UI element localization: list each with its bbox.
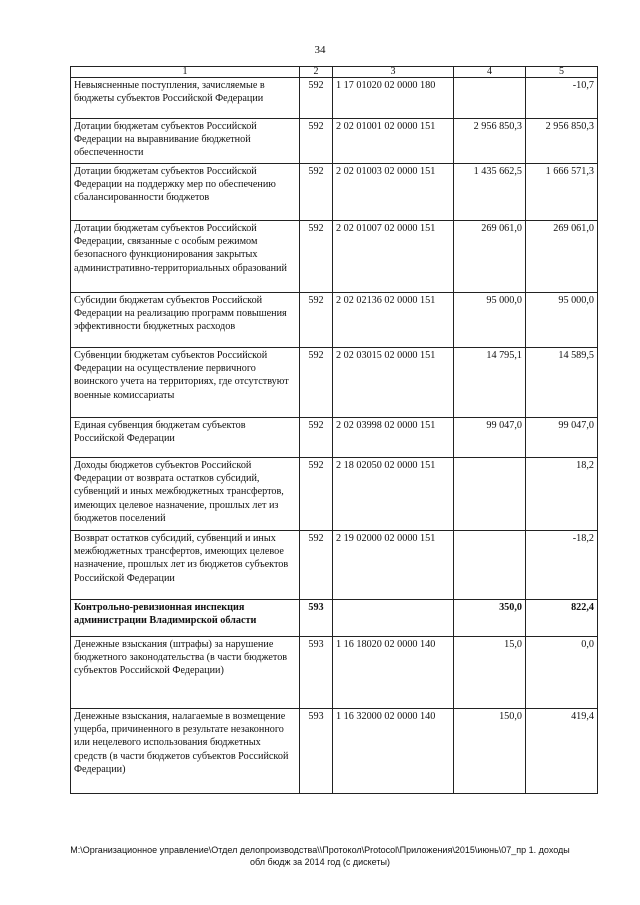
admin-code-cell: 592 [300,293,333,348]
revenue-name-cell: Дотации бюджетам субъектов Российской Федерации на выравнивание бюджетной обеспеченности [71,119,300,164]
column-header: 5 [526,67,598,78]
table-row [71,348,598,418]
admin-code-cell: 592 [300,531,333,600]
budget-code-cell: 2 19 02000 02 0000 151 [333,531,454,600]
actual-amount-cell: 822,4 [526,600,598,637]
admin-code-cell: 592 [300,221,333,293]
actual-amount-cell: 2 956 850,3 [526,119,598,164]
planned-amount-cell [454,458,526,531]
revenue-name-cell: Невыясненные поступления, зачисляемые в бюджеты субъектов Российской Федерации [71,78,300,119]
revenue-name-cell: Единая субвенция бюджетам субъектов Российской Федерации [71,418,300,458]
admin-code-cell: 592 [300,119,333,164]
column-header: 1 [71,67,300,78]
planned-amount-cell: 2 956 850,3 [454,119,526,164]
actual-amount-cell: 419,4 [526,709,598,794]
admin-code-cell: 592 [300,78,333,119]
budget-code-cell: 1 17 01020 02 0000 180 [333,78,454,119]
planned-amount-cell [454,531,526,600]
column-header: 3 [333,67,454,78]
actual-amount-cell: 0,0 [526,637,598,709]
admin-code-cell: 593 [300,709,333,794]
actual-amount-cell: 14 589,5 [526,348,598,418]
planned-amount-cell [454,78,526,119]
page-number: 34 [314,44,326,56]
budget-code-cell [333,600,454,637]
table-header-row [71,67,598,78]
actual-amount-cell: 18,2 [526,458,598,531]
actual-amount-cell: 269 061,0 [526,221,598,293]
revenue-name-cell: Возврат остатков субсидий, субвенций и иных межбюджетных трансфертов, имеющих целевое назначение, прошлых лет из бюджетов субъектов Российской Федерации [71,531,300,600]
actual-amount-cell: -10,7 [526,78,598,119]
admin-code-cell: 592 [300,164,333,221]
table-row [71,119,598,164]
revenue-name-cell: Доходы бюджетов субъектов Российской Федерации от возврата остатков субсидий, субвенций и иных межбюджетных трансфертов, имеющих целевое назначение, прошлых лет из бюджетов поселений [71,458,300,531]
table-row [71,600,598,637]
table-row [71,78,598,119]
planned-amount-cell: 95 000,0 [454,293,526,348]
admin-code-cell: 592 [300,458,333,531]
planned-amount-cell: 14 795,1 [454,348,526,418]
table-row [71,164,598,221]
revenue-name-cell: Субсидии бюджетам субъектов Российской Федерации на реализацию программ повышения эффективности бюджетных расходов [71,293,300,348]
revenue-name-cell: Денежные взыскания (штрафы) за нарушение бюджетного законодательства (в части бюджетов субъектов Российской Федерации) [71,637,300,709]
budget-code-cell: 2 02 01007 02 0000 151 [333,221,454,293]
revenue-name-cell: Дотации бюджетам субъектов Российской Федерации на поддержку мер по обеспечению сбалансированности бюджетов [71,164,300,221]
actual-amount-cell: 95 000,0 [526,293,598,348]
budget-code-cell: 2 02 01001 02 0000 151 [333,119,454,164]
planned-amount-cell: 1 435 662,5 [454,164,526,221]
admin-code-cell: 593 [300,600,333,637]
table-row [71,531,598,600]
budget-code-cell: 2 02 02136 02 0000 151 [333,293,454,348]
planned-amount-cell: 150,0 [454,709,526,794]
budget-code-cell: 2 02 03998 02 0000 151 [333,418,454,458]
revenue-name-cell: Контрольно-ревизионная инспекция администрации Владимирской области [71,600,300,637]
actual-amount-cell: -18,2 [526,531,598,600]
revenue-name-cell: Субвенции бюджетам субъектов Российской Федерации на осуществление первичного воинского учета на территориях, где отсутствуют военные комиссариаты [71,348,300,418]
footer-path-line: M:\Организационное управление\Отдел делопроизводства\\Протокол\Protocol\Приложения\2015\июнь\07_пр 1. доходы [70,845,570,855]
file-path-footer [60,844,580,868]
column-header: 2 [300,67,333,78]
table-row [71,709,598,794]
actual-amount-cell: 99 047,0 [526,418,598,458]
admin-code-cell: 593 [300,637,333,709]
planned-amount-cell: 99 047,0 [454,418,526,458]
planned-amount-cell: 350,0 [454,600,526,637]
revenue-name-cell: Дотации бюджетам субъектов Российской Федерации, связанные с особым режимом безопасного функционирования закрытых административно-территориальных образований [71,221,300,293]
budget-code-cell: 1 16 32000 02 0000 140 [333,709,454,794]
actual-amount-cell: 1 666 571,3 [526,164,598,221]
column-header: 4 [454,67,526,78]
table-row [71,293,598,348]
table-row [71,418,598,458]
admin-code-cell: 592 [300,418,333,458]
table-row [71,221,598,293]
table-row [71,637,598,709]
admin-code-cell: 592 [300,348,333,418]
footer-path-line: обл бюдж за 2014 год (с дискеты) [250,857,390,867]
budget-code-cell: 1 16 18020 02 0000 140 [333,637,454,709]
budget-code-cell: 2 02 01003 02 0000 151 [333,164,454,221]
table-row [71,458,598,531]
planned-amount-cell: 269 061,0 [454,221,526,293]
budget-table [70,66,598,794]
budget-code-cell: 2 02 03015 02 0000 151 [333,348,454,418]
revenue-name-cell: Денежные взыскания, налагаемые в возмещение ущерба, причиненного в результате незаконного или нецелевого использования бюджетных средств (в части бюджетов субъектов Российской Федерации) [71,709,300,794]
budget-code-cell: 2 18 02050 02 0000 151 [333,458,454,531]
planned-amount-cell: 15,0 [454,637,526,709]
